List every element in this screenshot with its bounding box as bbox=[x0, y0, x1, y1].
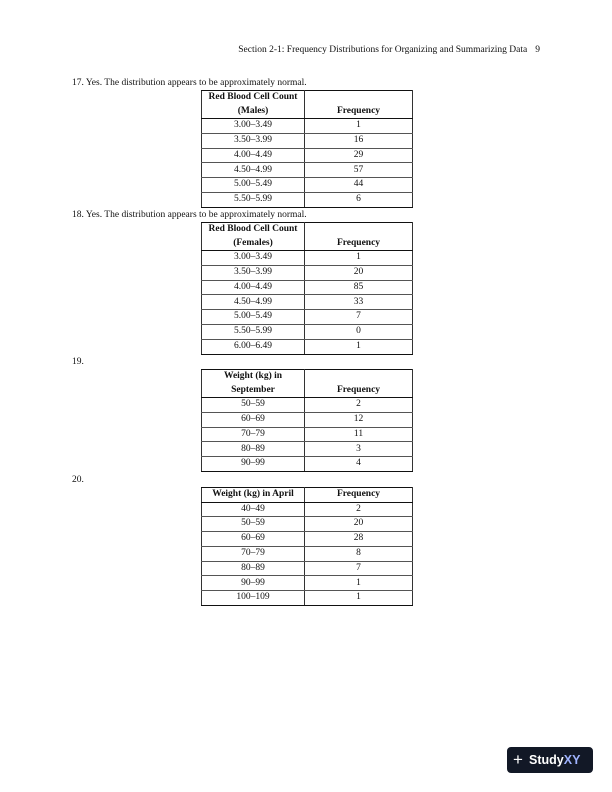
frequency-cell: 4 bbox=[305, 457, 413, 472]
class-cell: 6.00–6.49 bbox=[202, 339, 305, 354]
frequency-cell: 33 bbox=[305, 295, 413, 310]
frequency-cell: 2 bbox=[305, 398, 413, 413]
column-header-class: Weight (kg) in September bbox=[202, 370, 305, 398]
class-cell: 50–59 bbox=[202, 517, 305, 532]
table-row bbox=[202, 280, 413, 295]
table-row bbox=[202, 178, 413, 193]
class-cell: 80–89 bbox=[202, 442, 305, 457]
column-header-class: Red Blood Cell Count (Females) bbox=[202, 223, 305, 251]
table-row bbox=[202, 133, 413, 148]
frequency-cell: 1 bbox=[305, 251, 413, 266]
table-rbc-females bbox=[201, 222, 413, 355]
frequency-cell: 12 bbox=[305, 412, 413, 427]
frequency-cell: 11 bbox=[305, 427, 413, 442]
frequency-cell: 85 bbox=[305, 280, 413, 295]
table-row bbox=[202, 546, 413, 561]
frequency-cell: 44 bbox=[305, 178, 413, 193]
table-row bbox=[202, 324, 413, 339]
table-row bbox=[202, 517, 413, 532]
running-header bbox=[238, 45, 540, 55]
frequency-cell: 8 bbox=[305, 546, 413, 561]
frequency-cell: 1 bbox=[305, 339, 413, 354]
problem-18-label: 18. Yes. The distribution appears to be approximately normal. bbox=[72, 210, 307, 220]
table-row bbox=[202, 163, 413, 178]
column-header-frequency: Frequency bbox=[305, 488, 413, 503]
table-row bbox=[202, 148, 413, 163]
frequency-cell: 7 bbox=[305, 561, 413, 576]
class-cell: 90–99 bbox=[202, 457, 305, 472]
table-row bbox=[202, 339, 413, 354]
table-rbc-males bbox=[201, 90, 413, 208]
table-row bbox=[202, 457, 413, 472]
frequency-cell: 20 bbox=[305, 517, 413, 532]
class-cell: 5.00–5.49 bbox=[202, 310, 305, 325]
frequency-cell: 3 bbox=[305, 442, 413, 457]
class-cell: 50–59 bbox=[202, 398, 305, 413]
column-header-class: Red Blood Cell Count (Males) bbox=[202, 91, 305, 119]
studyxy-logo[interactable] bbox=[507, 747, 593, 773]
frequency-cell: 57 bbox=[305, 163, 413, 178]
page-number: 9 bbox=[535, 45, 540, 55]
frequency-cell: 2 bbox=[305, 502, 413, 517]
column-header-class: Weight (kg) in April bbox=[202, 488, 305, 503]
frequency-cell: 16 bbox=[305, 133, 413, 148]
class-cell: 3.50–3.99 bbox=[202, 265, 305, 280]
class-cell: 3.50–3.99 bbox=[202, 133, 305, 148]
frequency-cell: 1 bbox=[305, 591, 413, 606]
table-row bbox=[202, 591, 413, 606]
class-cell: 40–49 bbox=[202, 502, 305, 517]
table-weight-april bbox=[201, 487, 413, 606]
class-cell: 5.50–5.99 bbox=[202, 192, 305, 207]
class-cell: 70–79 bbox=[202, 546, 305, 561]
class-cell: 3.00–3.49 bbox=[202, 251, 305, 266]
class-cell: 70–79 bbox=[202, 427, 305, 442]
problem-19-label: 19. bbox=[72, 357, 84, 367]
frequency-cell: 6 bbox=[305, 192, 413, 207]
table-weight-september bbox=[201, 369, 413, 472]
frequency-cell: 20 bbox=[305, 265, 413, 280]
table-row bbox=[202, 265, 413, 280]
column-header-frequency: Frequency bbox=[305, 223, 413, 251]
class-cell: 4.50–4.99 bbox=[202, 295, 305, 310]
class-cell: 5.00–5.49 bbox=[202, 178, 305, 193]
table-row bbox=[202, 192, 413, 207]
class-cell: 4.00–4.49 bbox=[202, 148, 305, 163]
frequency-cell: 29 bbox=[305, 148, 413, 163]
table-row bbox=[202, 119, 413, 134]
table-row bbox=[202, 398, 413, 413]
class-cell: 90–99 bbox=[202, 576, 305, 591]
frequency-cell: 1 bbox=[305, 576, 413, 591]
column-header-frequency: Frequency bbox=[305, 370, 413, 398]
table-row bbox=[202, 295, 413, 310]
table-row bbox=[202, 561, 413, 576]
table-row bbox=[202, 442, 413, 457]
table-row bbox=[202, 427, 413, 442]
table-row bbox=[202, 251, 413, 266]
header-title: Section 2-1: Frequency Distributions for Organizing and Summarizing Data bbox=[238, 45, 528, 55]
table-row bbox=[202, 412, 413, 427]
table-row bbox=[202, 532, 413, 547]
class-cell: 60–69 bbox=[202, 532, 305, 547]
class-cell: 80–89 bbox=[202, 561, 305, 576]
problem-17-label: 17. Yes. The distribution appears to be approximately normal. bbox=[72, 78, 307, 88]
table-row bbox=[202, 310, 413, 325]
brand-name: StudyXY bbox=[529, 753, 581, 767]
class-cell: 60–69 bbox=[202, 412, 305, 427]
column-header-frequency: Frequency bbox=[305, 91, 413, 119]
class-cell: 5.50–5.99 bbox=[202, 324, 305, 339]
frequency-cell: 28 bbox=[305, 532, 413, 547]
frequency-cell: 7 bbox=[305, 310, 413, 325]
class-cell: 100–109 bbox=[202, 591, 305, 606]
frequency-cell: 0 bbox=[305, 324, 413, 339]
class-cell: 3.00–3.49 bbox=[202, 119, 305, 134]
plus-icon: + bbox=[513, 750, 523, 769]
problem-20-label: 20. bbox=[72, 475, 84, 485]
class-cell: 4.50–4.99 bbox=[202, 163, 305, 178]
frequency-cell: 1 bbox=[305, 119, 413, 134]
table-row bbox=[202, 576, 413, 591]
class-cell: 4.00–4.49 bbox=[202, 280, 305, 295]
table-row bbox=[202, 502, 413, 517]
